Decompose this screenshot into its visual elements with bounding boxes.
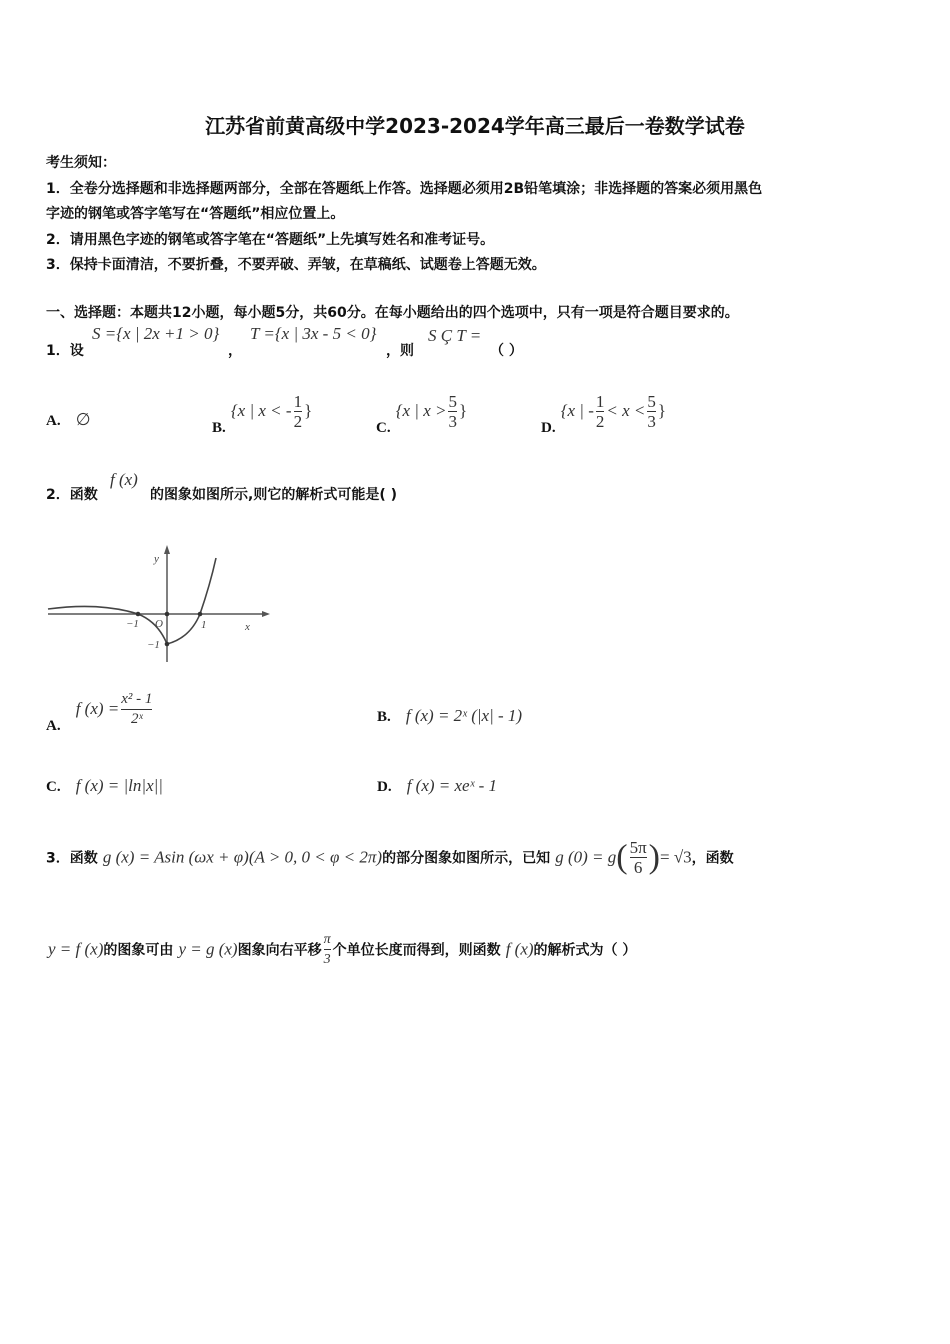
q2-function: f (x)	[110, 470, 138, 489]
q2-prefix: 2．函数	[46, 487, 98, 503]
q3-stem: 的部分图象如图所示，已知	[382, 850, 551, 867]
fraction-denominator: 6	[633, 858, 643, 877]
option-label: D.	[377, 779, 392, 795]
q3-stem: 个单位长度而得到，则函数	[332, 942, 501, 959]
q3-given: g (0) = g	[555, 847, 617, 867]
option-math: {x | x >	[395, 401, 447, 420]
point-marker	[198, 612, 203, 617]
option-label: D.	[541, 420, 556, 436]
option-math: f (x) =	[75, 699, 120, 718]
point-marker	[165, 612, 170, 617]
notice-heading: 考生须知：	[46, 155, 116, 171]
q3-math: f (x)	[505, 939, 534, 959]
q1-option-a[interactable]	[46, 410, 91, 430]
y-axis-arrow	[164, 545, 170, 554]
q3-function: g (x) = Asin (ωx + φ)(A > 0, 0 < φ < 2π)	[102, 847, 383, 867]
point-marker	[136, 612, 141, 617]
q2-option-c[interactable]	[46, 776, 163, 796]
q2-option-a[interactable]	[46, 690, 154, 735]
fraction-numerator: 5π	[629, 838, 647, 857]
option-math: {x | -	[560, 401, 594, 420]
q3-prefix: 3．函数	[46, 850, 98, 867]
q2-option-d[interactable]	[377, 776, 497, 796]
function-curve	[48, 558, 216, 644]
fraction-denominator: 3	[448, 412, 457, 431]
q3-stem: 的解析式为（ ）	[533, 942, 637, 959]
option-math: }	[657, 401, 667, 420]
q1-comma: ，	[228, 343, 242, 359]
x-axis-label: x	[245, 621, 250, 633]
x-axis-arrow	[262, 611, 270, 617]
tick-label: 1	[201, 619, 207, 631]
q2-option-b[interactable]	[377, 706, 522, 726]
q1-expression: S Ç T =	[428, 326, 482, 345]
y-axis-label: y	[154, 553, 159, 565]
page-title: 江苏省前黄高级中学2023-2024学年高三最后一卷数学试卷	[205, 114, 745, 138]
fraction-denominator: 3	[647, 412, 656, 431]
q1-option-c[interactable]	[376, 392, 467, 437]
q3-line-2	[48, 930, 636, 969]
fraction-numerator: 1	[293, 392, 303, 411]
empty-set-symbol: ∅	[75, 410, 91, 429]
option-label: B.	[212, 420, 226, 436]
option-math: f (x) = |ln|x||	[75, 776, 163, 795]
tick-label: −1	[126, 618, 139, 630]
fraction-numerator: x² - 1	[121, 690, 152, 710]
q3-stem: 的图象可由	[103, 942, 174, 959]
q3-given-value: = √3	[659, 847, 692, 867]
q1-option-d[interactable]	[541, 392, 666, 437]
q3-stem: 图象向右平移	[237, 942, 322, 959]
q2-stem: 的图象如图所示,则它的解析式可能是( )	[150, 487, 397, 503]
q3-math: y = g (x)	[178, 939, 238, 959]
q1-set-t: T ={x | 3x - 5 < 0}	[250, 324, 377, 343]
option-math: {x | x < -	[230, 401, 292, 420]
option-math: < x <	[606, 401, 646, 420]
fraction-numerator: 5	[448, 392, 457, 411]
q3-line-1: 3．函数 g (x) = Asin (ωx + φ)(A > 0, 0 < φ < 2π)的部分图象如图所示，已知 g (0) = g( $\frac{5\pi}{6}$ )= √3，函数	[46, 838, 734, 877]
fraction-denominator: 2ˣ	[130, 711, 143, 727]
option-label: C.	[46, 779, 61, 795]
q1-answer-paren: （ ）	[490, 343, 523, 359]
q3-stem: ，函数	[691, 850, 734, 867]
option-math: }	[304, 401, 313, 420]
option-math: }	[458, 401, 468, 420]
section-heading: 一、选择题：本题共12小题，每小题5分，共60分。在每小题给出的四个选项中，只有一项是符合题目要求的。	[46, 305, 739, 321]
point-marker	[165, 642, 170, 647]
option-math: f (x) = xeˣ - 1	[406, 776, 498, 795]
option-label: A.	[46, 718, 61, 734]
notice-item: 3．保持卡面清洁，不要折叠，不要弄破、弄皱，在草稿纸、试题卷上答题无效。	[46, 257, 546, 273]
q1-set-s: S ={x | 2x +1 > 0}	[92, 324, 220, 343]
fraction-numerator: 1	[595, 392, 605, 411]
q1-option-b[interactable]	[212, 392, 312, 437]
q1-prefix: 1．设	[46, 343, 84, 359]
q2-function-graph	[40, 540, 270, 665]
notice-item: 1．全卷分选择题和非选择题两部分，全部在答题纸上作答。选择题必须用2B铅笔填涂；非选择题的答案必须用黑色	[46, 181, 763, 197]
option-label: B.	[377, 709, 391, 725]
q1-then: ，则	[386, 343, 414, 359]
fraction-denominator: 2	[293, 412, 303, 431]
fraction-numerator: π	[324, 930, 331, 950]
option-math: f (x) = 2ˣ (|x| - 1)	[405, 706, 523, 725]
option-label: A.	[46, 413, 61, 429]
tick-label: −1	[147, 639, 160, 651]
q3-math: y = f (x)	[48, 939, 104, 959]
notice-item: 2．请用黑色字迹的钢笔或答字笔在“答题纸”上先填写姓名和准考证号。	[46, 232, 495, 248]
option-label: C.	[376, 420, 391, 436]
notice-item: 字迹的钢笔或答字笔写在“答题纸”相应位置上。	[46, 206, 345, 222]
origin-label: O	[155, 618, 163, 630]
fraction-denominator: 3	[323, 952, 331, 967]
fraction-numerator: 5	[647, 392, 656, 411]
fraction-denominator: 2	[595, 412, 605, 431]
